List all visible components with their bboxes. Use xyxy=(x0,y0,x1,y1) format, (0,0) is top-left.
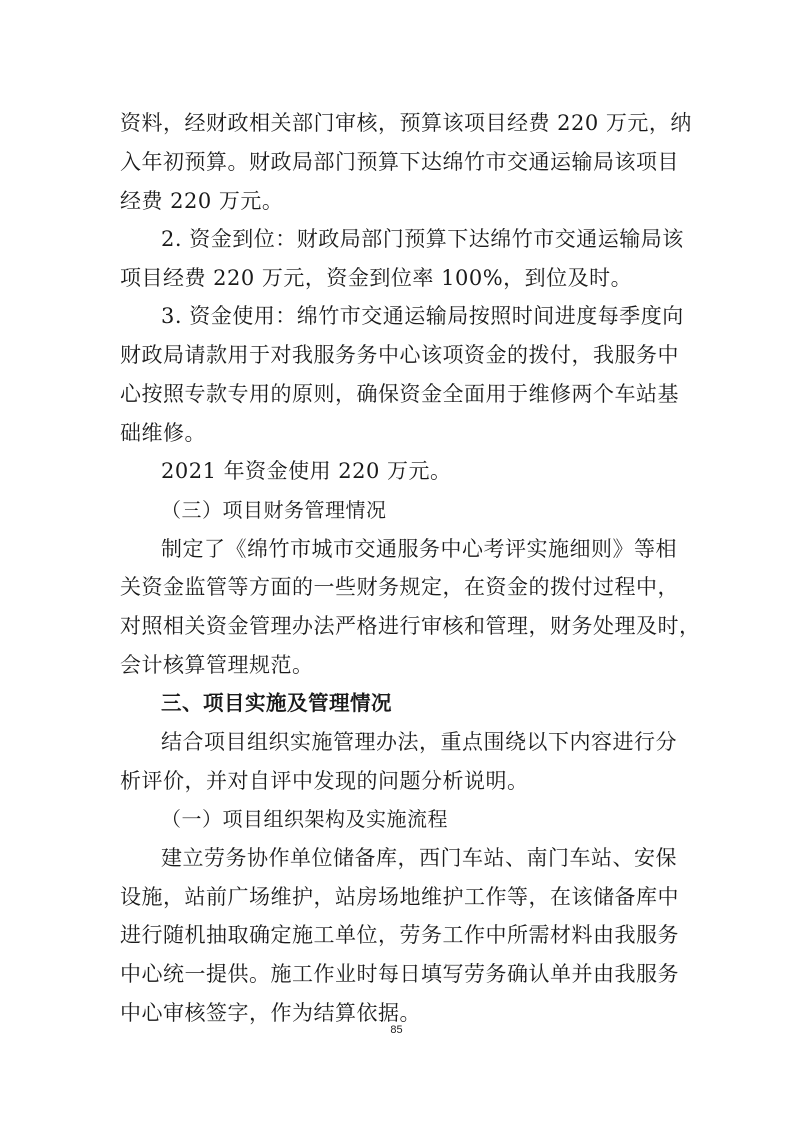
text-line: 项目经费 220 万元，资金到位率 100%，到位及时。 xyxy=(120,266,633,290)
text-line: 结合项目组织实施管理办法，重点围绕以下内容进行分 xyxy=(161,730,677,754)
text-line: 关资金监管等方面的一些财务规定，在资金的拨付过程中， xyxy=(120,575,679,599)
page-number: 85 xyxy=(390,1024,403,1036)
text-line: 设施，站前广场维护，站房场地维护工作等，在该储备库中 xyxy=(120,885,679,909)
text-line: 对照相关资金管理办法严格进行审核和管理，财务处理及时， xyxy=(120,614,701,638)
text-line: 建立劳务协作单位储备库，西门车站、南门车站、安保 xyxy=(161,846,677,870)
text-line: 析评价，并对自评中发现的问题分析说明。 xyxy=(120,769,529,793)
text-line: 中心审核签字，作为结算依据。 xyxy=(120,1001,421,1025)
text-line: 础维修。 xyxy=(120,421,206,445)
text-line: 入年初预算。财政局部门预算下达绵竹市交通运输局该项目 xyxy=(120,150,679,174)
text-line: 中心统一提供。施工作业时每日填写劳务确认单并由我服务 xyxy=(120,962,679,986)
text-line: 会计核算管理规范。 xyxy=(120,653,314,677)
section-heading: 三、项目实施及管理情况 xyxy=(161,691,392,715)
text-line: 心按照专款专用的原则，确保资金全面用于维修两个车站基 xyxy=(120,382,679,406)
text-line: 3. 资金使用：绵竹市交通运输局按照时间进度每季度向 xyxy=(161,304,684,328)
text-line: 2021 年资金使用 220 万元。 xyxy=(161,459,452,483)
text-line: 资料，经财政相关部门审核，预算该项目经费 220 万元，纳 xyxy=(120,111,692,135)
text-line: 制定了《绵竹市城市交通服务中心考评实施细则》等相 xyxy=(161,537,677,561)
section-subheading: （三）项目财务管理情况 xyxy=(161,498,387,522)
text-line: 财政局请款用于对我服务务中心该项资金的拨付，我服务中 xyxy=(120,343,679,367)
section-subheading: （一）项目组织架构及实施流程 xyxy=(161,807,448,831)
text-line: 进行随机抽取确定施工单位，劳务工作中所需材料由我服务 xyxy=(120,923,679,947)
text-line: 2. 资金到位：财政局部门预算下达绵竹市交通运输局该 xyxy=(161,227,684,251)
text-line: 经费 220 万元。 xyxy=(120,189,284,213)
